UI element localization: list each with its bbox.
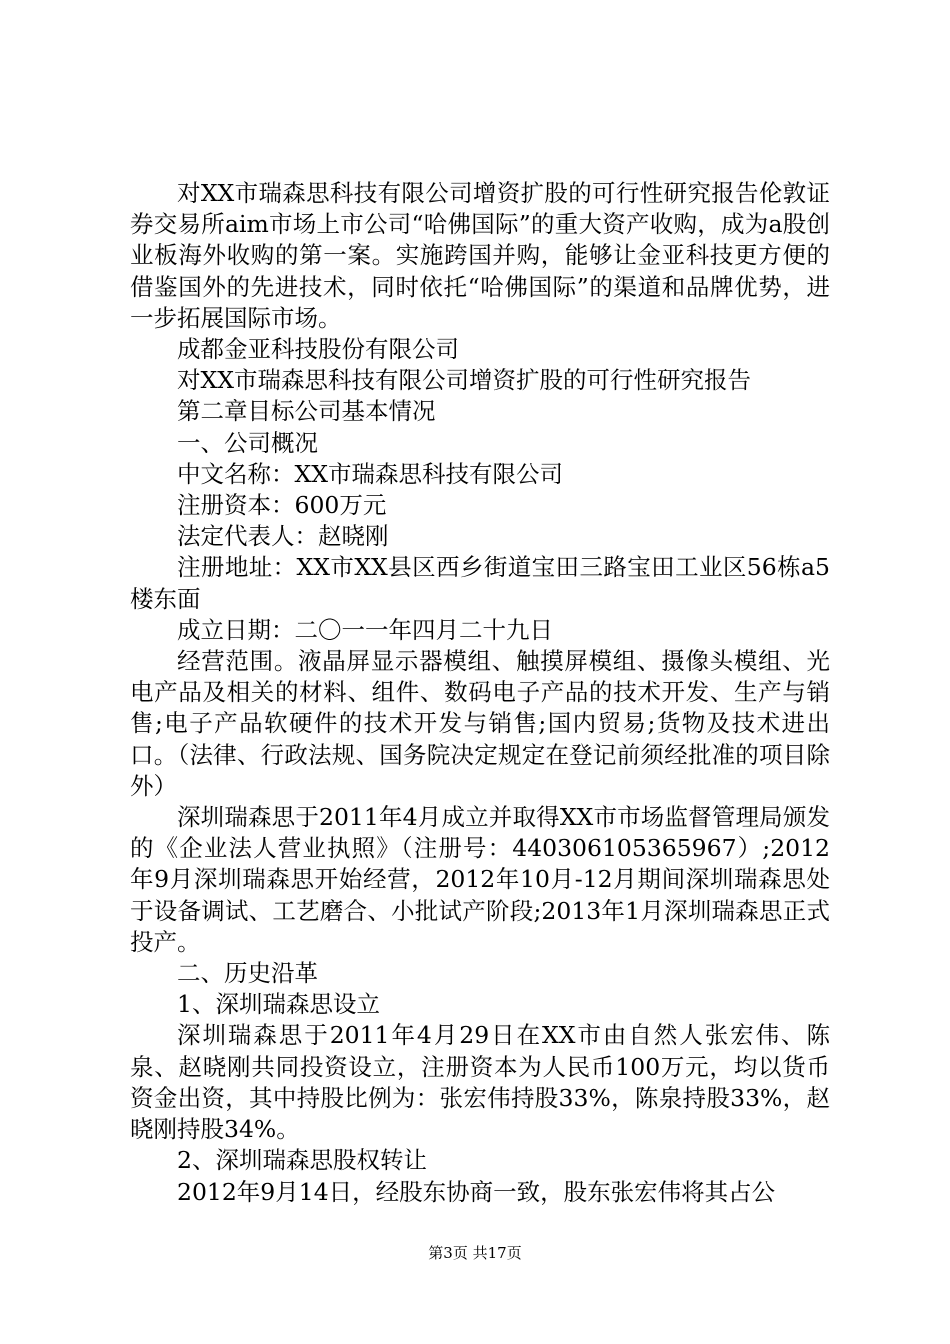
field-registered-address: 注册地址：XX市XX县区西乡街道宝田三路宝田工业区56栋a5楼东面 [130,553,830,613]
subsection-heading-equity-transfer: 2、深圳瑞森思股权转让 [177,1146,427,1175]
field-chinese-name: 中文名称：XX市瑞森思科技有限公司 [177,459,563,488]
subsection-heading-establishment: 1、深圳瑞森思设立 [177,990,380,1019]
paragraph-establishment: 深圳瑞森思于2011年4月29日在XX市由自然人张宏伟、陈泉、赵晓刚共同投资设立，注册资本为人民币100万元，均以货币资金出资，其中持股比例为：张宏伟持股33%，陈泉持股33%，赵晓刚持股34%。 [130,1021,830,1144]
section-heading-history: 二、历史沿革 [177,959,318,988]
page-number-footer: 第3页 共17页 [428,1244,522,1262]
paragraph-report-title: 对XX市瑞森思科技有限公司增资扩股的可行性研究报告 [177,366,751,395]
section-heading-overview: 一、公司概况 [177,428,318,457]
paragraph-company-history: 深圳瑞森思于2011年4月成立并取得XX市市场监督管理局颁发的《企业法人营业执照》（注册号：440306105365967）;2012年9月深圳瑞森思开始经营，2012年10月-12月期间深圳瑞森思处于设备调试、工艺磨合、小批试产阶段;2013年1月深圳瑞森思正式投产。 [130,803,830,956]
field-business-scope: 经营范围。液晶屏显示器模组、触摸屏模组、摄像头模组、光电产品及相关的材料、组件、数码电子产品的技术开发、生产与销售;电子产品软硬件的技术开发与销售;国内贸易;货物及技术进出口。（法律、行政法规、国务院决定规定在登记前须经批准的项目除外） [130,647,830,800]
paragraph-company-name: 成都金亚科技股份有限公司 [177,335,459,364]
chapter-heading: 第二章目标公司基本情况 [177,397,436,426]
field-registered-capital: 注册资本：600万元 [177,491,387,520]
field-legal-representative: 法定代表人：赵晓刚 [177,522,389,551]
document-body [130,178,830,1208]
paragraph-equity-transfer: 2012年9月14日，经股东协商一致，股东张宏伟将其占公 [177,1177,776,1206]
field-establishment-date: 成立日期：二〇一一年四月二十九日 [177,615,553,644]
paragraph-intro: 对XX市瑞森思科技有限公司增资扩股的可行性研究报告伦敦证券交易所aim市场上市公司“哈佛国际”的重大资产收购，成为a股创业板海外收购的第一案。实施跨国并购，能够让金亚科技更方便的借鉴国外的先进技术，同时依托“哈佛国际”的渠道和品牌优势，进一步拓展国际市场。 [130,179,830,332]
